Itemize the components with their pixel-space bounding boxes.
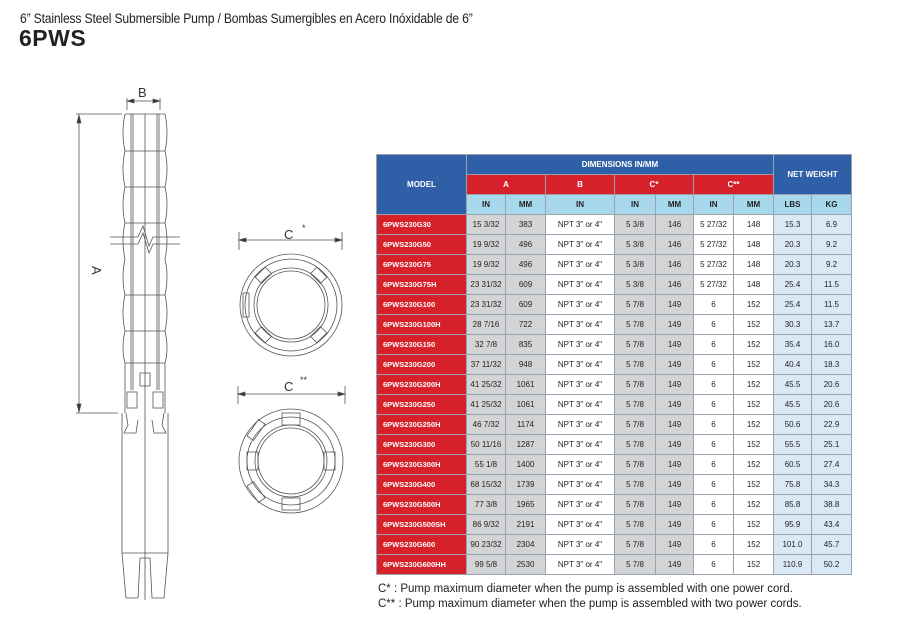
value-cell: 5 7/8 [615,335,656,355]
value-cell: 45.5 [774,395,812,415]
value-cell: 60.5 [774,455,812,475]
unit-header: MM [656,195,694,215]
value-cell: 55.5 [774,435,812,455]
footnotes [378,582,802,612]
value-cell: 6 [694,435,734,455]
value-cell: 152 [734,335,774,355]
dimension-b-label: B [138,85,147,100]
dimension-c2-label: C [284,379,294,394]
value-cell: 5 3/8 [615,255,656,275]
value-cell: 101.0 [774,535,812,555]
value-cell: 20.6 [812,375,852,395]
table-row [377,395,852,415]
value-cell: 15.3 [774,215,812,235]
table-row [377,235,852,255]
value-cell: 149 [656,515,694,535]
value-cell: 11.5 [812,275,852,295]
table-row [377,375,852,395]
value-cell: 95.9 [774,515,812,535]
footnote-c1: C* : Pump maximum diameter when the pump is assembled with one power cord. [378,583,793,595]
table-row [377,495,852,515]
model-cell: 6PWS230G300 [377,435,467,455]
footnote-c2: C** : Pump maximum diameter when the pump is assembled with two power cords. [378,598,802,610]
value-cell: 5 3/8 [615,275,656,295]
unit-header: IN [467,195,506,215]
value-cell: 948 [506,355,546,375]
model-cell: 6PWS230G300H [377,455,467,475]
value-cell: 13.7 [812,315,852,335]
value-cell: 5 27/32 [694,215,734,235]
value-cell: 20.6 [812,395,852,415]
value-cell: 77 3/8 [467,495,506,515]
page-subtitle: 6” Stainless Steel Submersible Pump / Bombas Sumergibles en Acero Inóxidable de 6” [20,11,473,26]
model-cell: 6PWS230G200H [377,375,467,395]
unit-header: IN [615,195,656,215]
value-cell: 25.4 [774,295,812,315]
value-cell: 5 7/8 [615,515,656,535]
model-cell: 6PWS230G250 [377,395,467,415]
header-model: MODEL [377,155,467,215]
value-cell: 46 7/32 [467,415,506,435]
value-cell: 25.1 [812,435,852,455]
value-cell: 5 7/8 [615,375,656,395]
value-cell: 148 [734,235,774,255]
value-cell: 5 7/8 [615,415,656,435]
value-cell: 50 11/16 [467,435,506,455]
value-cell: 383 [506,215,546,235]
value-cell: NPT 3" or 4" [546,235,615,255]
value-cell: 6 [694,295,734,315]
value-cell: 22.9 [812,415,852,435]
value-cell: 9.2 [812,255,852,275]
value-cell: 152 [734,515,774,535]
value-cell: 152 [734,495,774,515]
model-cell: 6PWS230G200 [377,355,467,375]
value-cell: 152 [734,435,774,455]
value-cell: 835 [506,335,546,355]
value-cell: 152 [734,535,774,555]
value-cell: 28 7/16 [467,315,506,335]
value-cell: 55 1/8 [467,455,506,475]
value-cell: 1739 [506,475,546,495]
value-cell: 148 [734,275,774,295]
value-cell: 149 [656,375,694,395]
value-cell: 148 [734,215,774,235]
model-cell: 6PWS230G100 [377,295,467,315]
value-cell: 149 [656,415,694,435]
value-cell: 152 [734,375,774,395]
value-cell: 110.9 [774,555,812,575]
value-cell: NPT 3" or 4" [546,215,615,235]
model-cell: 6PWS230G600 [377,535,467,555]
value-cell: 496 [506,235,546,255]
value-cell: 6 [694,315,734,335]
value-cell: 5 7/8 [615,435,656,455]
value-cell: 27.4 [812,455,852,475]
value-cell: 50.2 [812,555,852,575]
value-cell: 149 [656,315,694,335]
value-cell: 99 5/8 [467,555,506,575]
value-cell: 152 [734,475,774,495]
value-cell: 496 [506,255,546,275]
table-row [377,355,852,375]
header-dim-b: B [546,175,615,195]
value-cell: 152 [734,315,774,335]
value-cell: 23 31/32 [467,295,506,315]
model-cell: 6PWS230G75 [377,255,467,275]
value-cell: 609 [506,275,546,295]
value-cell: 6 [694,415,734,435]
table-row [377,335,852,355]
value-cell: NPT 3" or 4" [546,455,615,475]
value-cell: 1400 [506,455,546,475]
value-cell: 5 7/8 [615,555,656,575]
value-cell: 149 [656,555,694,575]
table-row [377,415,852,435]
table-row [377,455,852,475]
value-cell: 6 [694,335,734,355]
value-cell: 152 [734,395,774,415]
value-cell: 85.8 [774,495,812,515]
model-cell: 6PWS230G100H [377,315,467,335]
value-cell: 146 [656,275,694,295]
table-row [377,475,852,495]
value-cell: 37 11/32 [467,355,506,375]
value-cell: 149 [656,495,694,515]
unit-header: IN [546,195,615,215]
value-cell: NPT 3" or 4" [546,355,615,375]
value-cell: NPT 3" or 4" [546,415,615,435]
value-cell: 152 [734,555,774,575]
value-cell: 18.3 [812,355,852,375]
value-cell: 146 [656,255,694,275]
model-cell: 6PWS230G50 [377,235,467,255]
value-cell: 149 [656,395,694,415]
model-cell: 6PWS230G30 [377,215,467,235]
value-cell: 6 [694,495,734,515]
header-dim-c2: C** [694,175,774,195]
value-cell: 86 9/32 [467,515,506,535]
value-cell: 6 [694,395,734,415]
header-dimensions: DIMENSIONS IN/MM [467,155,774,175]
header-net-weight: NET WEIGHT [774,155,852,195]
table-row [377,435,852,455]
value-cell: 609 [506,295,546,315]
value-cell: NPT 3" or 4" [546,475,615,495]
model-cell: 6PWS230G400 [377,475,467,495]
model-cell: 6PWS230G500H [377,495,467,515]
value-cell: 152 [734,455,774,475]
dimension-a-label: A [89,266,104,275]
value-cell: 6 [694,515,734,535]
value-cell: 35.4 [774,335,812,355]
model-cell: 6PWS230G500SH [377,515,467,535]
value-cell: 2191 [506,515,546,535]
value-cell: NPT 3" or 4" [546,555,615,575]
value-cell: 149 [656,455,694,475]
table-row [377,535,852,555]
value-cell: 5 27/32 [694,255,734,275]
table-row [377,275,852,295]
table-row [377,315,852,335]
value-cell: 6 [694,555,734,575]
page-title: 6PWS [19,25,87,51]
value-cell: 15 3/32 [467,215,506,235]
value-cell: 6.9 [812,215,852,235]
unit-header: KG [812,195,852,215]
unit-header: MM [734,195,774,215]
value-cell: 6 [694,455,734,475]
value-cell: 75.8 [774,475,812,495]
value-cell: 146 [656,215,694,235]
value-cell: 20.3 [774,255,812,275]
value-cell: 149 [656,475,694,495]
value-cell: 1965 [506,495,546,515]
header-dim-a: A [467,175,546,195]
value-cell: NPT 3" or 4" [546,275,615,295]
value-cell: 38.8 [812,495,852,515]
value-cell: 5 27/32 [694,235,734,255]
value-cell: 152 [734,415,774,435]
value-cell: NPT 3" or 4" [546,435,615,455]
value-cell: 6 [694,535,734,555]
value-cell: 1174 [506,415,546,435]
model-cell: 6PWS230G75H [377,275,467,295]
value-cell: 722 [506,315,546,335]
value-cell: 6 [694,355,734,375]
value-cell: NPT 3" or 4" [546,335,615,355]
value-cell: 45.5 [774,375,812,395]
value-cell: 23 31/32 [467,275,506,295]
value-cell: 5 3/8 [615,235,656,255]
value-cell: NPT 3" or 4" [546,535,615,555]
value-cell: 34.3 [812,475,852,495]
value-cell: 5 7/8 [615,295,656,315]
value-cell: NPT 3" or 4" [546,395,615,415]
value-cell: 5 27/32 [694,275,734,295]
value-cell: 149 [656,435,694,455]
value-cell: 5 7/8 [615,495,656,515]
value-cell: 43.4 [812,515,852,535]
value-cell: 152 [734,355,774,375]
table-row [377,515,852,535]
value-cell: 5 7/8 [615,455,656,475]
value-cell: 11.5 [812,295,852,315]
value-cell: 9.2 [812,235,852,255]
model-cell: 6PWS230G600HH [377,555,467,575]
value-cell: 5 7/8 [615,395,656,415]
value-cell: 148 [734,255,774,275]
value-cell: 149 [656,335,694,355]
value-cell: 5 3/8 [615,215,656,235]
value-cell: 32 7/8 [467,335,506,355]
value-cell: 149 [656,535,694,555]
unit-header: LBS [774,195,812,215]
value-cell: 1061 [506,395,546,415]
value-cell: 1061 [506,375,546,395]
value-cell: 20.3 [774,235,812,255]
value-cell: NPT 3" or 4" [546,515,615,535]
value-cell: 2530 [506,555,546,575]
unit-header: IN [694,195,734,215]
value-cell: 5 7/8 [615,475,656,495]
value-cell: 146 [656,235,694,255]
value-cell: 5 7/8 [615,355,656,375]
value-cell: 16.0 [812,335,852,355]
spec-table [376,154,852,575]
svg-text:*: * [302,223,306,233]
value-cell: 149 [656,295,694,315]
svg-text:**: ** [300,375,308,385]
value-cell: 41 25/32 [467,375,506,395]
value-cell: NPT 3" or 4" [546,315,615,335]
table-row [377,295,852,315]
table-row [377,255,852,275]
value-cell: 2304 [506,535,546,555]
value-cell: 68 15/32 [467,475,506,495]
unit-header: MM [506,195,546,215]
value-cell: NPT 3" or 4" [546,295,615,315]
value-cell: 25.4 [774,275,812,295]
value-cell: 45.7 [812,535,852,555]
value-cell: 30.3 [774,315,812,335]
table-row [377,215,852,235]
value-cell: 6 [694,475,734,495]
pump-dimension-diagram [0,60,370,629]
header-dim-c1: C* [615,175,694,195]
value-cell: NPT 3" or 4" [546,375,615,395]
value-cell: 90 23/32 [467,535,506,555]
value-cell: 40.4 [774,355,812,375]
value-cell: 149 [656,355,694,375]
value-cell: 6 [694,375,734,395]
value-cell: 1287 [506,435,546,455]
model-cell: 6PWS230G150 [377,335,467,355]
value-cell: 50.6 [774,415,812,435]
model-cell: 6PWS230G250H [377,415,467,435]
value-cell: NPT 3" or 4" [546,495,615,515]
table-row [377,555,852,575]
dimension-c1-label: C [284,227,294,242]
value-cell: NPT 3" or 4" [546,255,615,275]
value-cell: 5 7/8 [615,315,656,335]
value-cell: 41 25/32 [467,395,506,415]
value-cell: 19 9/32 [467,255,506,275]
value-cell: 152 [734,295,774,315]
value-cell: 5 7/8 [615,535,656,555]
value-cell: 19 9/32 [467,235,506,255]
